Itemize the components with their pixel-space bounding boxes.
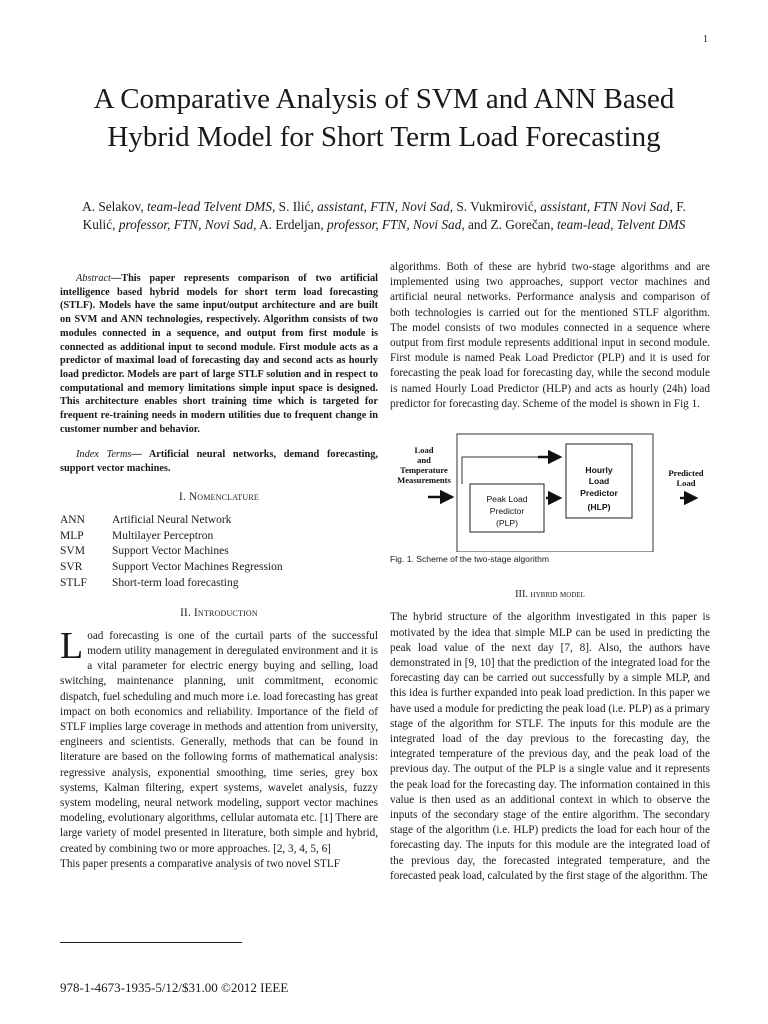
nomenclature-abbr: SVR — [60, 561, 83, 574]
hlp-label-line: (HLP) — [587, 502, 611, 513]
hlp-label-line: Predictor — [580, 488, 618, 499]
nomenclature-list — [60, 513, 378, 592]
bypass-connector — [462, 457, 538, 484]
nomenclature-abbr: ANN — [60, 514, 85, 527]
author-name: A. Selakov, — [82, 199, 147, 214]
nomenclature-row — [60, 544, 378, 560]
nomenclature-desc: Support Vector Machines Regression — [112, 561, 283, 574]
nomenclature-heading — [60, 490, 378, 505]
author-list — [80, 198, 688, 233]
introduction-paragraph — [60, 624, 378, 857]
hlp-label-line: Load — [588, 476, 610, 487]
nomenclature-row — [60, 513, 378, 529]
section-numeral: II. — [180, 606, 194, 619]
input-label-line: Load — [414, 445, 434, 456]
author-name: , and Z. Gorečan, — [461, 216, 557, 232]
abstract-lead: Abstract — [76, 273, 111, 284]
author-name: , F. Kulić, — [82, 199, 686, 232]
left-column — [60, 272, 378, 872]
hybrid-model-heading: III. hybrid model — [515, 589, 585, 601]
output-label-line: Load — [676, 478, 696, 489]
author-role: team-lead Telvent DMS — [146, 199, 273, 214]
section-title: Introduction — [193, 606, 258, 619]
section-title: Nomenclature — [188, 490, 259, 503]
author-role: professor, FTN, Novi Sad — [327, 216, 462, 232]
plp-label-line: Peak Load — [486, 494, 528, 505]
nomenclature-row — [60, 529, 378, 545]
abstract-text: —This paper represents comparison of two artificial intelligence based hybrid models for short term load forecasting (STLF). Models have the same input/output architecture and are built on SVM and ANN technologies, respectively. Algorithm consists of two modules connected in a sequence, and output from first module is connected as additional input to second module. First module acts as a predictor of maximal load of forecasting day and second acts as hourly load predictor. Models are part of large STLF solution and in respect to computational and memory limitations simple input space is designed. This architecture enables short training time which is targeted for frequent re-training needs in modern utilities due to frequent change in customer number and behavior. — [60, 273, 378, 435]
author-role: assistant, FTN, Novi Sad — [317, 199, 450, 214]
right-column — [390, 260, 710, 884]
index-terms-text: — Artificial neural networks, demand forecasting, support vector machines. — [60, 449, 378, 475]
hybrid-model-text: The hybrid structure of the algorithm investigated in this paper is motivated by the idea that simple MLP can be used in predicting the peak load value of the next day [7, 8]. Also, the authors have demonstrated in [9, 10] that the prediction of the integrated load for the forecasting day can be carried out successfully by a simple MLP, and this idea is further expanded into peak load prediction. In this paper we have used a module for predicting the peak load (i.e. PLP) as a primary stage of the algorithm for STLF. The inputs for this module are the integrated load of the day previous to the forecasting day, the integrated temperature of the previous day, and the peak load of the previous day. The output of the PLP is a single value and it represents the peak load for the forecasting day. The information contained in this value is then used as an additional context in which to observe the inputs of the secondary stage of the entire algorithm. The secondary stage of the algorithm (i.e. HLP) predicts the load for each hour of the forecasting day. The inputs for this module are the integrated load of the previous day, the forecasted integrated temperature, and the forecasted peak load, calculated by the first stage of the algorithm. The — [390, 611, 710, 882]
author-name: , A. Erdeljan, — [253, 216, 328, 232]
nomenclature-abbr: MLP — [60, 529, 84, 542]
abstract — [60, 272, 378, 436]
introduction-text: oad forecasting is one of the curtail parts of the successful modern utility management in deregulated environment and it is a vital parameter for electric energy buying and selling, load switching, maintenance planning, unit commitment, economic dispatch, fuel scheduling and much more i.e. load forecasting has great impact on both economics and reliability. Importance of the field of STLF implies large coverage in methods and attention from university, engineers and scientists. Generally, methods that can be found in literature are based on the following forms of mathematical analysis: regressive analysis, exponential smoothing, time series, grey box systems, Kalman filtering, expert systems, wavelet analysis, fuzzy system modeling, neural network modeling, support vector machines modeling, evolutionary algorithms, cellular automata etc. [1] There are large variety of model presented in literature, both simple and hybrid, created by combining two or more approaches. [2, 3, 4, 5, 6] — [60, 629, 378, 855]
plp-label-line: (PLP) — [496, 518, 518, 529]
copyright-footer: 978-1-4673-1935-5/12/$31.00 ©2012 IEEE — [60, 980, 289, 995]
plp-label-line: Predictor — [489, 506, 525, 517]
introduction-paragraph-2: This paper presents a comparative analysis of two novel STLF — [60, 857, 340, 870]
introduction-heading — [60, 606, 378, 621]
page-number: 1 — [703, 34, 708, 45]
input-label-line: and — [417, 455, 431, 466]
output-label-line: Predicted — [668, 468, 704, 479]
nomenclature-desc: Multilayer Perceptron — [112, 529, 214, 542]
index-terms-lead: Index Terms — [76, 449, 132, 461]
figure-1 — [390, 420, 710, 552]
author-name: , S. Vukmirović, — [449, 199, 541, 214]
nomenclature-row — [60, 560, 378, 576]
input-label-line: Measurements — [397, 475, 451, 486]
footnote-rule — [60, 942, 242, 943]
nomenclature-row — [60, 576, 378, 592]
section-numeral: I. — [179, 490, 189, 503]
hlp-label-line: Hourly — [585, 465, 613, 476]
author-role: assistant, FTN Novi Sad — [540, 199, 670, 214]
nomenclature-abbr: STLF — [60, 576, 87, 589]
paper-title: A Comparative Analysis of SVM and ANN Based Hybrid Model for Short Term Load Forecasting — [93, 83, 675, 153]
author-role: team-lead, Telvent DMS — [556, 216, 686, 232]
nomenclature-desc: Support Vector Machines — [112, 545, 229, 558]
introduction-body — [60, 624, 378, 872]
figure-caption: Fig. 1. Scheme of the two-stage algorithm — [390, 554, 550, 565]
index-terms — [60, 448, 378, 475]
two-stage-scheme-diagram — [390, 420, 710, 552]
drop-cap: L — [60, 624, 84, 667]
author-name: , S. Ilić, — [272, 199, 318, 214]
author-role: professor, FTN, Novi Sad — [118, 216, 254, 232]
right-intro-text: algorithms. Both of these are hybrid two-stage algorithms and are implemented using two approaches, support vector machines and artificial neural networks. Performance analysis and comparison of both technologies is carried out for the mentioned STLF algorithm. The model consists of two modules connected in a sequence where output from first module represents additional input in second module. First module is named Peak Load Predictor (PLP) and it is used for forecasting the peak load for forecasting day, while the second module is named Hourly Load Predictor (HLP) and acts as hourly (24h) load predictor for forecasting day. Scheme of the model is shown in Fig 1. — [390, 261, 710, 410]
nomenclature-abbr: SVM — [60, 545, 85, 558]
input-label-line: Temperature — [400, 465, 448, 476]
nomenclature-desc: Artificial Neural Network — [112, 514, 232, 527]
nomenclature-desc: Short-term load forecasting — [112, 576, 239, 589]
